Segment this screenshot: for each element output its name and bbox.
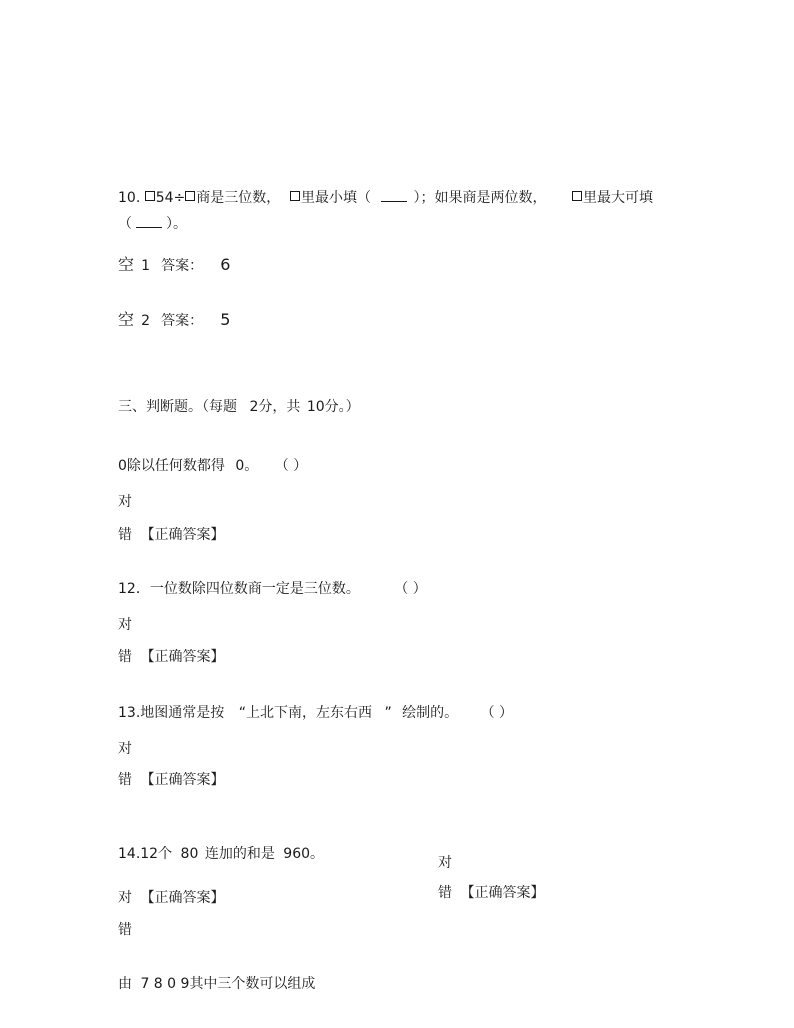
q10-line1-end: 里最大可填 [572, 189, 653, 207]
q10-text: 商是三位数， [196, 190, 281, 206]
square-box-icon [290, 191, 300, 201]
q13-option-false[interactable]: 错 【正确答案】 [118, 772, 225, 788]
q13-text: 13.地图通常是按 “上北下南，左东右西 ” 绘制的。 （ ） [118, 705, 514, 721]
correct-answer-tag: 【正确答案】 [460, 885, 545, 901]
q12-text: 12．一位数除四位数商一定是三位数。 （ ） [118, 581, 427, 597]
q10-number: 10. [118, 190, 145, 206]
q12-option-false[interactable]: 错 【正确答案】 [118, 649, 225, 665]
q11-option-true[interactable]: 对 [118, 494, 132, 510]
correct-answer-tag: 【正确答案】 [140, 890, 225, 906]
q10-line1-mid: 里最小填（ ）；如果商是两位数， [290, 189, 546, 207]
square-box-icon [185, 191, 195, 201]
correct-answer-tag: 【正确答案】 [140, 772, 225, 788]
q15-text: 由 7 8 0 9其中三个数可以组成 [118, 976, 316, 992]
q13-option-true[interactable]: 对 [118, 741, 132, 757]
correct-answer-tag: 【正确答案】 [140, 649, 225, 665]
square-box-icon [145, 191, 155, 201]
q12-option-true[interactable]: 对 [118, 617, 132, 633]
q11-option-false[interactable]: 错 【正确答案】 [118, 527, 225, 543]
q14-text: 14.12个 80 连加的和是 960。 [118, 846, 325, 862]
q14-option-false-right[interactable]: 错 【正确答案】 [438, 885, 545, 901]
answer-blank-2 [136, 215, 162, 228]
q10-expr: 54÷ [155, 190, 186, 206]
q14-option-false-left[interactable]: 错 [118, 922, 132, 938]
q14-option-true-right[interactable]: 对 [438, 855, 452, 871]
q10-blank1-answer: 空 1 答案： 6 [118, 255, 231, 274]
q10-blank2-answer: 空 2 答案： 5 [118, 310, 231, 329]
correct-answer-tag: 【正确答案】 [140, 527, 225, 543]
section3-heading: 三、判断题。（每题 2分，共 10分。） [118, 399, 360, 415]
q10-line1 [118, 189, 280, 207]
square-box-icon [572, 191, 582, 201]
q14-option-true-left[interactable]: 对 【正确答案】 [118, 890, 225, 906]
q10-line2: （ ）。 [118, 216, 187, 232]
q11-text: 0除以任何数都得 0。 （ ） [118, 458, 308, 474]
answer-blank-1 [381, 189, 407, 202]
